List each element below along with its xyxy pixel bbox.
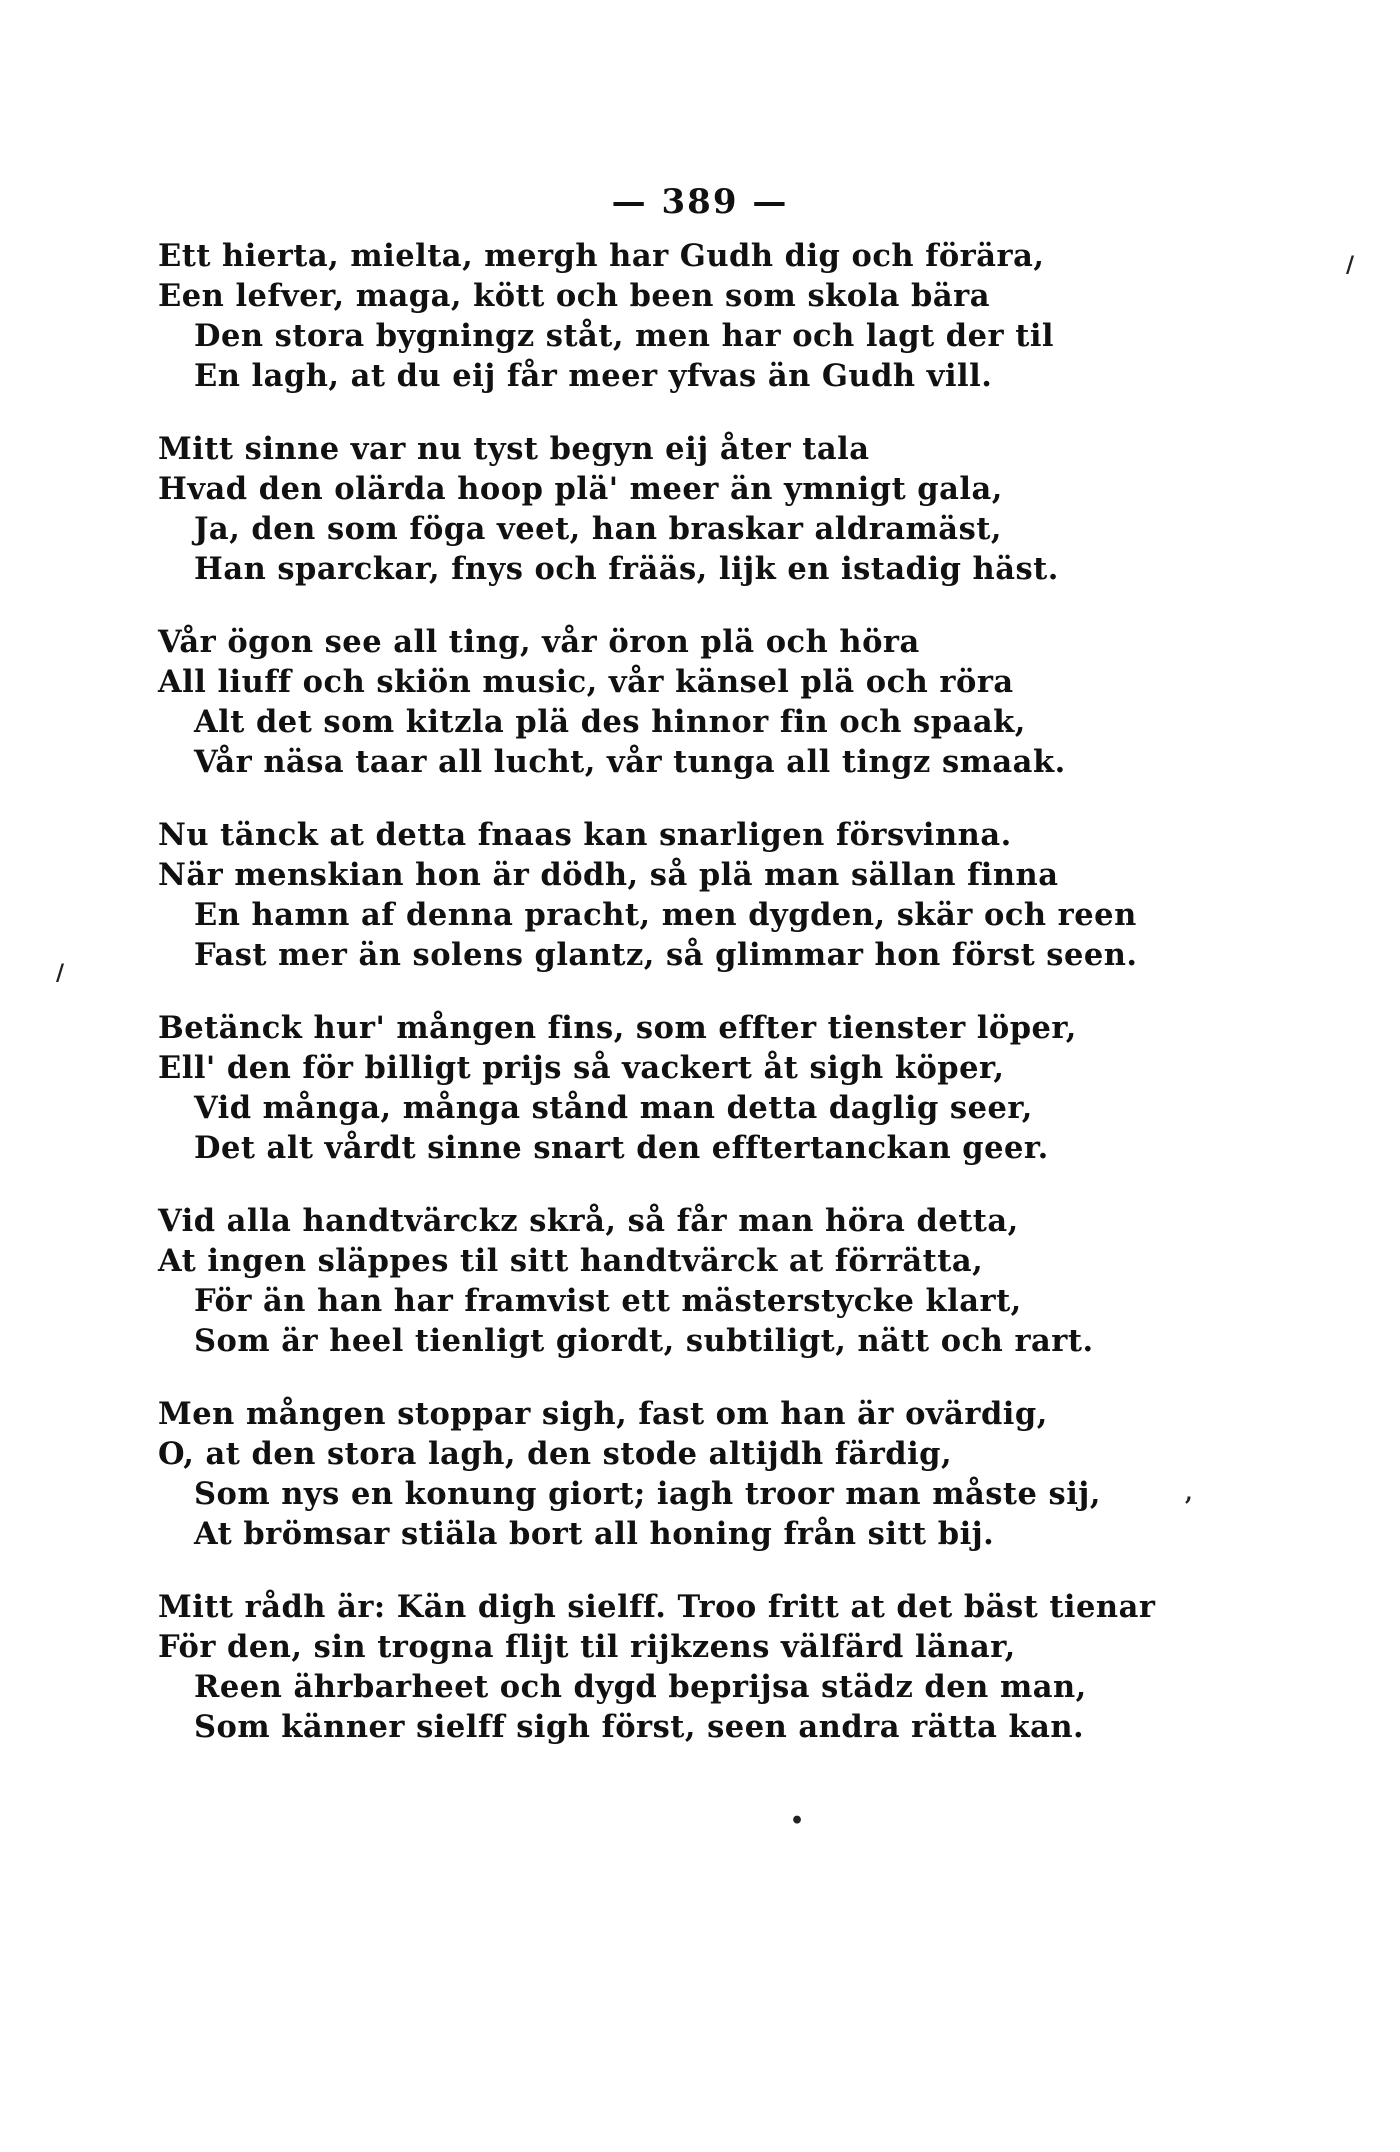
- stanza: [158, 1008, 1158, 1168]
- margin-speck: ,: [1185, 1480, 1193, 1506]
- poem-line: Vår ögon see all ting, vår öron plä och höra: [158, 624, 920, 660]
- margin-speck: /: [1346, 252, 1355, 278]
- poem-line: All liuff och skiön music, vår känsel plä och röra: [158, 664, 1014, 700]
- poem-line: Men mången stoppar sigh, fast om han är ovärdig,: [158, 1396, 1048, 1432]
- poem-line: At brömsar stiäla bort all honing från sitt bij.: [194, 1516, 995, 1552]
- poem-line: Han sparckar, fnys och frääs, lijk en istadig häst.: [194, 551, 1059, 587]
- poem-line: Vid alla handtvärckz skrå, så får man höra detta,: [158, 1203, 1019, 1239]
- poem-line: För den, sin trogna flijt til rijkzens välfärd länar,: [158, 1629, 1016, 1665]
- poem-line: Som är heel tienligt giordt, subtiligt, nätt och rart.: [194, 1323, 1094, 1359]
- poem-line: Som känner sielff sigh först, seen andra rätta kan.: [194, 1709, 1085, 1745]
- poem-line: Vår näsa taar all lucht, vår tunga all tingz smaak.: [194, 744, 1066, 780]
- poem-line: Ell' den för billigt prijs så vackert åt sigh köper,: [158, 1050, 1005, 1086]
- poem-line: At ingen släppes til sitt handtvärck at förrätta,: [158, 1243, 984, 1279]
- poem-line: Hvad den olärda hoop plä' meer än ymnigt gala,: [158, 471, 1003, 507]
- poem-line: Mitt sinne var nu tyst begyn eij åter tala: [158, 431, 870, 467]
- poem-line: Den stora bygningz ståt, men har och lagt der til: [194, 318, 1054, 354]
- poem-line: När menskian hon är dödh, så plä man sällan finna: [158, 857, 1059, 893]
- poem-line: Det alt vårdt sinne snart den efftertanckan geer.: [194, 1130, 1049, 1166]
- stanza: [158, 1394, 1158, 1554]
- stanza: [158, 1201, 1158, 1361]
- poem-line: O, at den stora lagh, den stode altijdh färdig,: [158, 1436, 953, 1472]
- margin-speck: •: [790, 1808, 805, 1834]
- stanza: [158, 815, 1158, 975]
- stanza: [158, 1587, 1158, 1747]
- poem-line: Ett hierta, mielta, mergh har Gudh dig och förära,: [158, 238, 1045, 274]
- poem-line: Een lefver, maga, kött och been som skola bära: [158, 278, 990, 314]
- poem-line: Ja, den som föga veet, han braskar aldramäst,: [194, 511, 1002, 547]
- stanza: [158, 236, 1158, 396]
- poem-line: Vid många, många stånd man detta daglig seer,: [194, 1090, 1033, 1126]
- poem-line: En lagh, at du eij får meer yfvas än Gudh vill.: [194, 358, 993, 394]
- poem-line: Mitt rådh är: Kän digh sielff. Troo fritt at det bäst tienar: [158, 1589, 1156, 1625]
- poem-line: För än han har framvist ett mästerstycke klart,: [194, 1283, 1022, 1319]
- poem: [158, 236, 1158, 1780]
- poem-line: En hamn af denna pracht, men dygden, skär och reen: [194, 897, 1137, 933]
- page-number: — 389 —: [611, 182, 789, 222]
- poem-line: Alt det som kitzla plä des hinnor fin och spaak,: [194, 704, 1026, 740]
- stanza: [158, 622, 1158, 782]
- poem-line: Reen ährbarheet och dygd beprijsa städz den man,: [194, 1669, 1087, 1705]
- poem-line: Nu tänck at detta fnaas kan snarligen försvinna.: [158, 817, 1012, 853]
- poem-line: Som nys en konung giort; iagh troor man måste sij,: [194, 1476, 1101, 1512]
- poem-line: Betänck hur' mången fins, som effter tienster löper,: [158, 1010, 1077, 1046]
- poem-line: Fast mer än solens glantz, så glimmar hon först seen.: [194, 937, 1138, 973]
- stanza: [158, 429, 1158, 589]
- margin-speck: /: [56, 960, 65, 986]
